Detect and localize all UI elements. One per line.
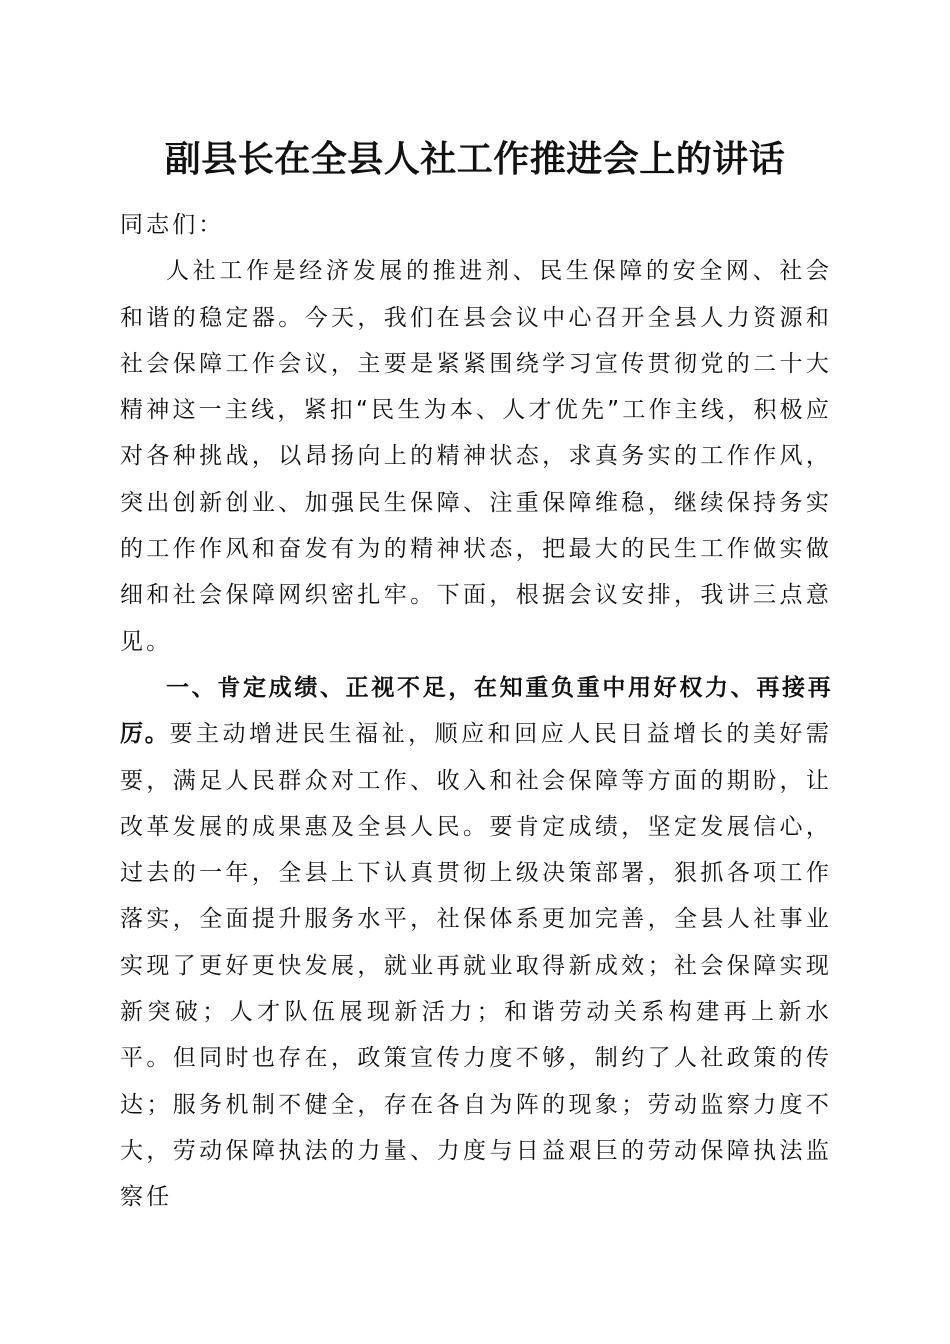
document-body bbox=[120, 202, 832, 1221]
paragraph-introduction: 人社工作是经济发展的推进剂、民生保障的安全网、社会和谐的稳定器。今天，我们在县会议中心召开全县人力资源和社会保障工作会议，主要是紧紧围绕学习宣传贯彻党的二十大精神这一主线，紧扣“民生为本、人才优先”工作主线，积极应对各种挑战，以昂扬向上的精神状态，求真务实的工作作风，突出创新创业、加强民生保障、注重保障维稳，继续保持务实的工作作风和奋发有为的精神状态，把最大的民生工作做实做细和社会保障网织密扎牢。下面，根据会议安排，我讲三点意见。 bbox=[120, 258, 832, 655]
section-1-heading: 一、肯定成绩、正视不足，在知重负重中用好权力、再接再厉。 bbox=[120, 674, 832, 748]
section-1-body: 要主动增进民生福祉，顺应和回应人民日益增长的美好需要，满足人民群众对工作、收入和社会保障等方面的期盼，让改革发展的成果惠及全县人民。要肯定成绩，坚定发展信心，过去的一年，全县上下认真贯彻上级决策部署，狠抓各项工作落实，全面提升服务水平，社保体系更加完善，全县人社事业实现了更好更快发展，就业再就业取得新成效；社会保障实现新突破；人才队伍展现新活力；和谐劳动关系构建再上新水平。但同时也存在，政策宣传力度不够，制约了人社政策的传达；服务机制不健全，存在各自为阵的现象；劳动监察力度不大，劳动保障执法的力量、力度与日益艰巨的劳动保障执法监察任 bbox=[120, 721, 833, 1211]
salutation: 同志们： bbox=[120, 212, 225, 238]
paragraph-section-1 bbox=[120, 665, 832, 1221]
document-title: 副县长在全县人社工作推进会上的讲话 bbox=[164, 138, 786, 180]
